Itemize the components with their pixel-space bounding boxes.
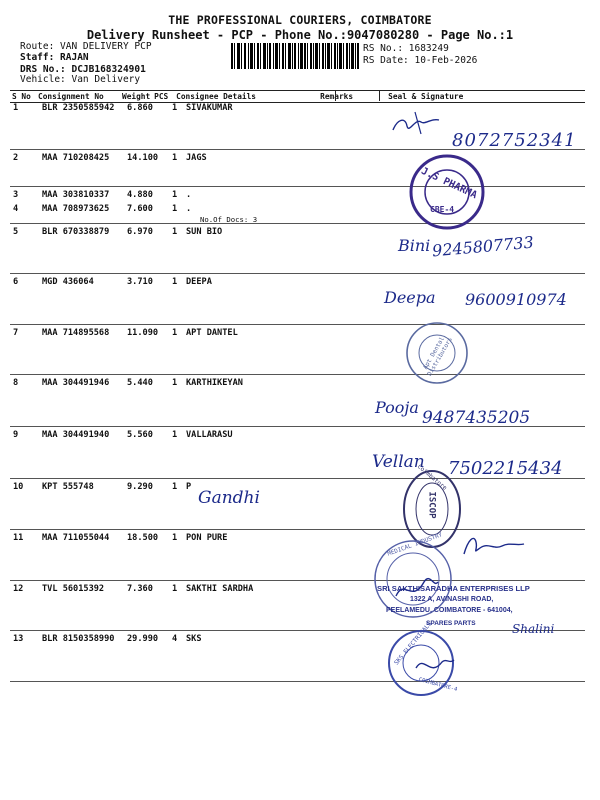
row-weight: 7.360: [127, 584, 153, 594]
runsheet-table-header: [10, 90, 585, 103]
vehicle-label: Vehicle: Van Delivery: [20, 74, 141, 85]
sakthi-stamp-address-1: 1322 A, AVINASHI ROAD,: [410, 596, 494, 603]
row-consignee: DEEPA: [186, 277, 212, 287]
staff-label: Staff: RAJAN: [20, 52, 89, 63]
medical-stamp-text: MEDICAL INDUSTRY: [386, 531, 444, 558]
row-pcs: 1: [172, 277, 178, 287]
row-consignee: JAGS: [186, 153, 207, 163]
row-consignee: .: [186, 190, 192, 200]
row-pcs: 1: [172, 328, 178, 338]
col-consignment: Consignment No: [36, 91, 120, 103]
row-consignment-no: TVL 56015392: [42, 584, 105, 594]
row-pcs: 1: [172, 227, 178, 237]
row-weight: 6.970: [127, 227, 153, 237]
row-pcs: 4: [172, 634, 178, 644]
row-consignee: .: [186, 204, 192, 214]
row-consignment-no: MAA 304491940: [42, 430, 110, 440]
phone-row-6: 9600910974: [465, 290, 567, 309]
signature-row-8: Pooja: [375, 398, 419, 417]
row-divider: [10, 630, 585, 631]
row-consignment-no: MAA 711055044: [42, 533, 110, 543]
document-title: THE PROFESSIONAL COURIERS, COIMBATORE: [168, 13, 432, 27]
row-weight: 3.710: [127, 277, 153, 287]
row-weight: 18.500: [127, 533, 159, 543]
signature-row-1: [385, 108, 455, 138]
col-divider: [335, 90, 336, 101]
row-consignee: KARTHIKEYAN: [186, 378, 243, 388]
row-sno: 6: [13, 277, 19, 287]
row-divider: [10, 374, 585, 375]
row-pcs: 1: [172, 584, 178, 594]
row-consignment-no: MAA 710208425: [42, 153, 110, 163]
apt-dental-stamp-text: Apt Dental Distributors: [421, 335, 454, 378]
document-subtitle: Delivery Runsheet - PCP - Phone No.:9047080280 - Page No.:1: [86, 28, 514, 42]
sks-stamp-text: SKS ELECTRICALS: [392, 620, 434, 667]
row-weight: 29.990: [127, 634, 159, 644]
row-pcs: 1: [172, 153, 178, 163]
js-pharma-stamp-text: J.S PHARMA: [419, 165, 479, 202]
phone-row-9: 7502215434: [448, 458, 563, 479]
col-remarks: Remarks: [318, 91, 362, 103]
signature-row-10: Gandhi: [198, 488, 260, 508]
row-sno: 3: [13, 190, 19, 200]
row-sno: 12: [13, 584, 24, 594]
drs-number: DRS No.: DCJB168324901: [20, 64, 146, 75]
row-divider: [10, 580, 585, 581]
signature-row-12: Shalini: [512, 622, 555, 636]
row-sno: 7: [13, 328, 19, 338]
row-consignee: VALLARASU: [186, 430, 233, 440]
row-weight: 5.560: [127, 430, 153, 440]
col-consignee: Consignee Details: [174, 91, 318, 103]
row-consignee: APT DANTEL: [186, 328, 238, 338]
row-sno: 5: [13, 227, 19, 237]
row-sno: 8: [13, 378, 19, 388]
col-sno: S No: [10, 91, 36, 103]
row-divider: [10, 324, 585, 325]
row-consignment-no: MAA 304491946: [42, 378, 110, 388]
row-consignment-no: MAA 708973625: [42, 204, 110, 214]
row-sno: 1: [13, 103, 19, 113]
row-divider: [10, 681, 585, 682]
rs-date: RS Date: 10-Feb-2026: [363, 55, 478, 66]
row-weight: 9.290: [127, 482, 153, 492]
row-divider: [10, 273, 585, 274]
row-consignment-no: MAA 303810337: [42, 190, 110, 200]
row-pcs: 1: [172, 378, 178, 388]
row-consignment-no: BLR 8150358990: [42, 634, 115, 644]
js-pharma-stamp-city: CBE-4: [430, 205, 455, 214]
iscop-stamp-text: ISCOP: [426, 491, 437, 519]
signature-row-11: [458, 530, 528, 560]
row-pcs: 1: [172, 533, 178, 543]
row-consignment-no: MGD 436064: [42, 277, 94, 287]
row-weight: 5.440: [127, 378, 153, 388]
row-weight: 11.090: [127, 328, 159, 338]
signature-row-9: Vellan: [372, 452, 425, 472]
row-weight: 7.600: [127, 204, 153, 214]
row-weight: 4.880: [127, 190, 153, 200]
sakthi-stamp-address-2: PEELAMEDU, COIMBATORE - 641004,: [386, 607, 513, 614]
sks-stamp-city: COIMBATORE-4: [417, 676, 458, 694]
col-pcs: PCS: [152, 91, 174, 103]
row-sno: 13: [13, 634, 24, 644]
phone-row-5: 9245807733: [431, 232, 535, 261]
route-label: Route: VAN DELIVERY PCP: [20, 41, 152, 52]
row-consignee: SKS: [186, 634, 202, 644]
row-consignee: P: [186, 482, 192, 492]
row-consignee: SUN BIO: [186, 227, 223, 237]
row-sno: 2: [13, 153, 19, 163]
rs-number: RS No.: 1683249: [363, 43, 449, 54]
row-consignment-no: BLR 670338879: [42, 227, 110, 237]
signature-row-5: Bini: [398, 236, 431, 255]
row-consignee: SIVAKUMAR: [186, 103, 233, 113]
row-pcs: 1: [172, 482, 178, 492]
row-consignee: SAKTHI SARDHA: [186, 584, 254, 594]
row-consignment-no: KPT 555748: [42, 482, 94, 492]
row-pcs: 1: [172, 204, 178, 214]
row-pcs: 1: [172, 430, 178, 440]
phone-row-1: 8072752341: [452, 130, 577, 151]
sakthi-stamp-address-3: SPARES PARTS: [426, 620, 476, 627]
row-divider: [10, 186, 585, 187]
phone-row-8: 9487435205: [422, 408, 531, 428]
col-seal-signature: Seal & Signature: [362, 91, 585, 103]
row-consignment-no: MAA 714895568: [42, 328, 110, 338]
row-pcs: 1: [172, 190, 178, 200]
row-weight: 14.100: [127, 153, 159, 163]
barcode: [231, 43, 359, 69]
iscop-stamp-city: Coimbatore: [415, 463, 449, 492]
row-consignment-no: BLR 2350585942: [42, 103, 115, 113]
col-weight: Weight: [122, 92, 151, 101]
row-sno: 4: [13, 204, 19, 214]
signature-row-6: Deepa: [384, 288, 436, 307]
row-sno: 9: [13, 430, 19, 440]
row-sno: 10: [13, 482, 24, 492]
row-consignee: PON PURE: [186, 533, 228, 543]
row-pcs: 1: [172, 103, 178, 113]
docs-count-note: No.Of Docs: 3: [200, 215, 258, 224]
row-sno: 11: [13, 533, 24, 543]
row-weight: 6.860: [127, 103, 153, 113]
col-divider: [379, 90, 380, 101]
row-divider: [10, 223, 585, 224]
sakthi-stamp-name: SRI SAKTHISARADHA ENTERPRISES LLP: [377, 584, 530, 593]
